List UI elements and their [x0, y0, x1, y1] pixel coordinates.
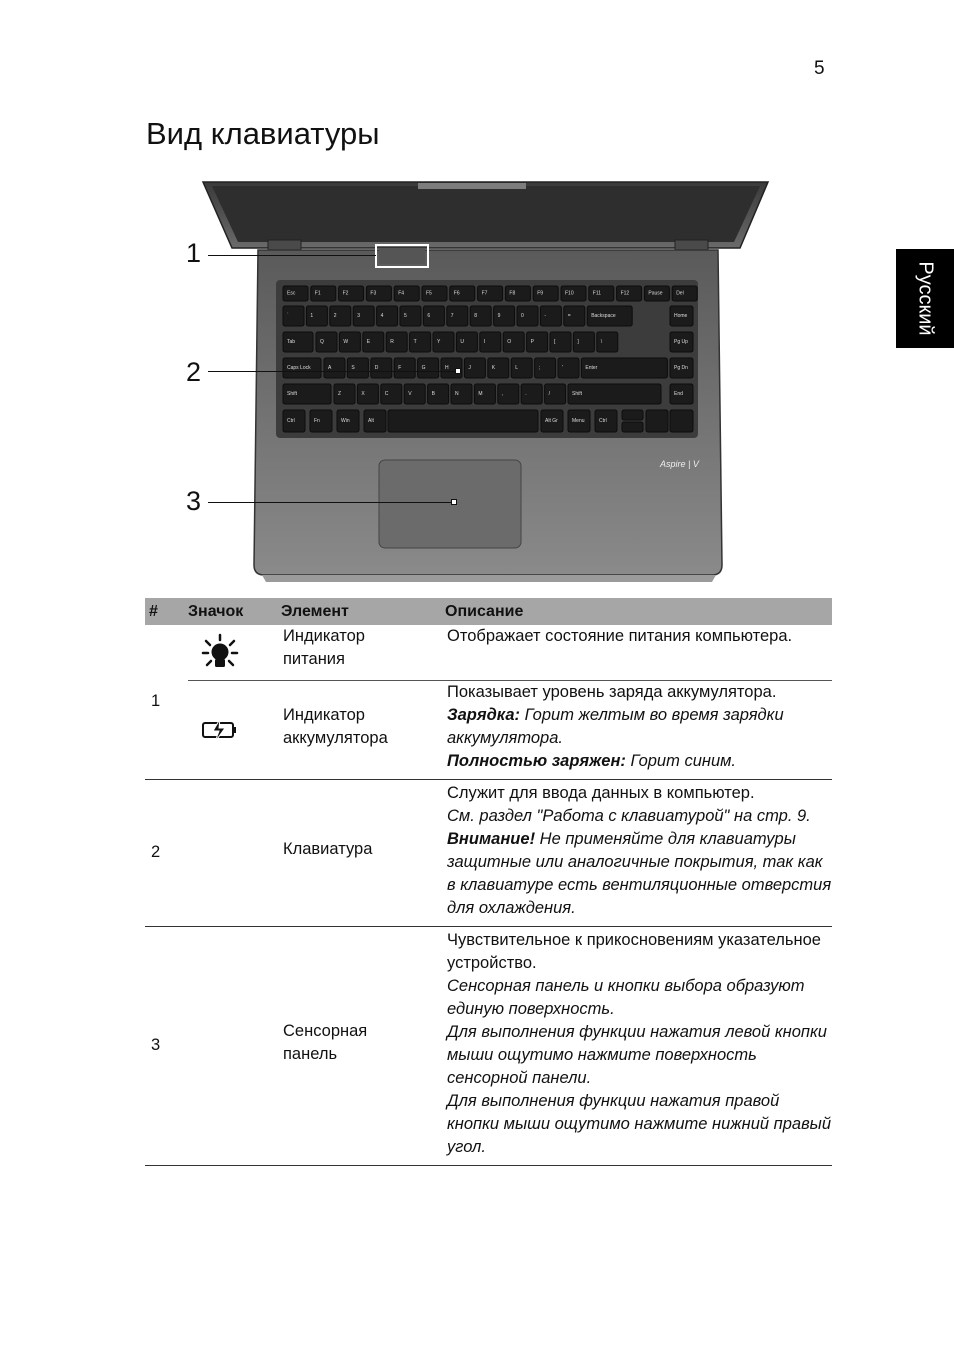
keyboard-key-label: 3	[357, 313, 360, 319]
keyboard-key-label: H	[445, 365, 449, 371]
callout-2-line	[208, 371, 456, 372]
row-number: 3	[145, 926, 188, 1165]
header-element: Элемент	[281, 598, 443, 625]
keyboard-key-label: =	[567, 313, 571, 319]
keyboard-key-label: Tab	[287, 339, 296, 345]
description-cell	[443, 625, 832, 680]
keyboard-key-label: Y	[437, 339, 441, 345]
keyboard-key-label: Win	[341, 418, 350, 425]
keyboard-key-label: End	[674, 391, 683, 397]
page-title: Вид клавиатуры	[146, 116, 380, 151]
callout-3-number: 3	[186, 486, 202, 516]
keyboard-key-label: Shift	[572, 391, 583, 397]
keyboard-key-label: Ctrl	[599, 418, 607, 425]
keyboard-key-label: R	[390, 339, 394, 345]
description-italic: Для выполнения функции нажатия левой кнопки мыши ощутимо нажмите поверхность сенсорной панели.	[447, 1022, 827, 1087]
element-name-line2: питания	[283, 650, 345, 668]
description-italic: Горит синим.	[630, 751, 737, 770]
description-cell	[443, 680, 832, 779]
keyboard-key-label: 1	[310, 313, 314, 319]
keyboard-key-label: 7	[450, 313, 454, 319]
keyboard-key	[622, 410, 643, 420]
table-row	[145, 625, 832, 680]
keyboard-key-label: F12	[620, 290, 630, 297]
callout-2-dot	[455, 368, 461, 374]
brand-label: Aspire | V	[660, 459, 699, 469]
callout-2-number: 2	[186, 357, 202, 387]
icon-cell-empty	[188, 926, 281, 1165]
keyboard-key-label: F11	[592, 290, 602, 297]
power-light-icon	[188, 625, 281, 680]
element-cell	[281, 680, 443, 779]
description-italic: Сенсорная панель и кнопки выбора образуют единую поверхность.	[447, 976, 805, 1018]
keyboard-key-label: Enter	[585, 365, 598, 371]
page-number: 5	[814, 58, 825, 79]
keyboard-key-label: 0	[521, 313, 524, 319]
keyboard-key-label: U	[460, 339, 465, 345]
header-description: Описание	[443, 598, 832, 625]
keyboard-key-label: K	[491, 365, 496, 371]
keyboard-key-label: '	[562, 365, 563, 371]
keyboard-key-label: S	[351, 365, 355, 371]
element-cell	[281, 926, 443, 1165]
keyboard-key-label: 6	[427, 313, 431, 319]
keyboard-key-label: 2	[333, 313, 337, 319]
keyboard-key-label: F10	[565, 290, 574, 297]
keyboard-key-label: V	[408, 391, 412, 397]
keyboard-key	[388, 410, 538, 432]
description-italic: См. раздел "Работа с клавиатурой" на стр. 9.	[447, 806, 811, 825]
description-lead: Внимание!	[447, 829, 536, 848]
description-text: Чувствительное к прикосновениям указательное устройство.	[447, 930, 821, 972]
keyboard-key-label: F8	[509, 290, 516, 297]
keyboard-key-label: Pause	[648, 290, 663, 297]
keyboard-key-label: Home	[674, 313, 688, 319]
element-name-line1: Сенсорная	[283, 1021, 368, 1040]
keyboard-key-label: Q	[320, 339, 324, 345]
keyboard-key-label: ,	[501, 391, 504, 397]
table-row	[145, 779, 832, 926]
keyboard-key	[622, 422, 643, 432]
keyboard-key-label: Alt	[368, 418, 374, 425]
description-italic: Для выполнения функции нажатия правой кнопки мыши ощутимо нажмите нижний правый угол.	[447, 1091, 832, 1156]
keyboard-key-label: D	[374, 365, 379, 371]
keyboard-key-label: O	[507, 339, 512, 345]
keyboard-key-label: ;	[538, 365, 540, 371]
keyboard-key-label: F5	[426, 290, 432, 297]
keyboard-key-label: Backspace	[591, 313, 616, 319]
keyboard-key-label: B	[431, 391, 435, 397]
touchpad	[379, 460, 521, 548]
keyboard-key-label: F7	[481, 290, 488, 297]
keyboard-key-label: Esc	[287, 290, 296, 297]
table-row	[145, 926, 832, 1165]
keyboard-key-label: Pg Dn	[674, 365, 688, 371]
keyboard-key-label: Menu	[572, 418, 585, 425]
keyboard-key-label: \	[600, 339, 603, 345]
battery-charging-icon	[188, 680, 281, 779]
description-lead: Полностью заряжен:	[447, 751, 626, 770]
keyboard-key-label: E	[366, 339, 371, 345]
keyboard-key-label: .	[525, 391, 527, 397]
keyboard-key-label: Alt Gr	[545, 418, 558, 425]
callout-3-dot	[451, 499, 457, 505]
description-italic: Горит желтым во время зарядки аккумулятора.	[447, 705, 784, 747]
keyboard-key-label: /	[548, 391, 550, 397]
element-name-line1: Индикатор	[283, 705, 365, 724]
keyboard-key-label: Ctrl	[287, 418, 295, 425]
description-cell	[443, 779, 832, 926]
element-name-line2: панель	[283, 1044, 338, 1063]
description-text: Отображает состояние питания компьютера.	[447, 627, 793, 645]
row-number: 2	[145, 779, 188, 926]
table-row	[145, 680, 832, 779]
keyboard-key-label: F3	[370, 290, 377, 297]
keyboard-key	[670, 410, 693, 432]
description-lead: Зарядка:	[447, 705, 521, 724]
keyboard-key-label: F9	[537, 290, 544, 297]
keyboard-key-label: 8	[474, 313, 477, 319]
keyboard-key-label: I	[483, 339, 486, 345]
description-text: Показывает уровень заряда аккумулятора.	[447, 682, 777, 701]
element-name-line1: Клавиатура	[283, 840, 373, 858]
header-num: #	[145, 598, 188, 625]
keyboard-key-label: Z	[338, 391, 342, 397]
keyboard-key-label: G	[421, 365, 426, 371]
keyboard-key-label: Pg Up	[674, 339, 688, 345]
keyboard-key-label: Caps Lock	[287, 365, 311, 371]
description-italic: Не применяйте для клавиатуры защитные или аналогичные покрытия, так как в клавиатуре есть вентиляционные отверстия для охлаждения.	[447, 829, 832, 917]
component-table	[145, 598, 832, 1166]
keyboard-key-label: T	[413, 339, 417, 345]
keyboard-key-label: A	[328, 365, 332, 371]
icon-cell-empty	[188, 779, 281, 926]
element-name-line2: аккумулятора	[283, 728, 388, 747]
description-cell	[443, 926, 832, 1165]
laptop-keyboard-figure	[0, 170, 954, 590]
keyboard-key-label: ]	[577, 339, 579, 345]
laptop-illustration	[0, 170, 954, 590]
keyboard-key-label: F1	[314, 290, 321, 297]
header-icon: Значок	[188, 598, 281, 625]
keyboard-key-label: N	[455, 391, 459, 397]
language-tab-label: Русский	[914, 261, 937, 336]
keyboard-key-label: 5	[404, 313, 407, 319]
element-cell	[281, 625, 443, 680]
keyboard-key-label: L	[515, 365, 518, 371]
element-name-line1: Индикатор	[283, 627, 365, 645]
keyboard-key	[646, 410, 668, 432]
description-text: Служит для ввода данных в компьютер.	[447, 783, 755, 802]
keyboard-key-label: M	[478, 391, 483, 397]
keyboard-key-label: [	[554, 339, 556, 345]
keyboard-key-label: P	[530, 339, 534, 345]
callout-1-number: 1	[186, 238, 202, 268]
keyboard-key-label: `	[287, 313, 289, 319]
row-number: 1	[145, 625, 188, 779]
keyboard-key-label: Shift	[287, 391, 298, 397]
callout-1-line	[208, 255, 376, 256]
keyboard-key-label: F2	[342, 290, 349, 297]
element-cell	[281, 779, 443, 926]
table-header	[145, 598, 832, 625]
keyboard-key-label: X	[361, 391, 365, 397]
keyboard-key-label: W	[343, 339, 349, 345]
keyboard-key-label: 9	[497, 313, 501, 319]
keyboard-key-label: -	[544, 313, 547, 319]
keyboard-key-label: Fn	[314, 418, 320, 425]
keyboard-key-label: F6	[453, 290, 460, 297]
keyboard-key-label: 4	[380, 313, 384, 319]
keyboard-key-label: F	[398, 365, 402, 371]
keyboard-key-label: F4	[398, 290, 405, 297]
keyboard-key-label: Del	[676, 290, 684, 297]
callout-3-line	[208, 502, 452, 503]
keyboard-key-label: C	[384, 391, 389, 397]
keyboard-key-label: J	[468, 365, 471, 371]
